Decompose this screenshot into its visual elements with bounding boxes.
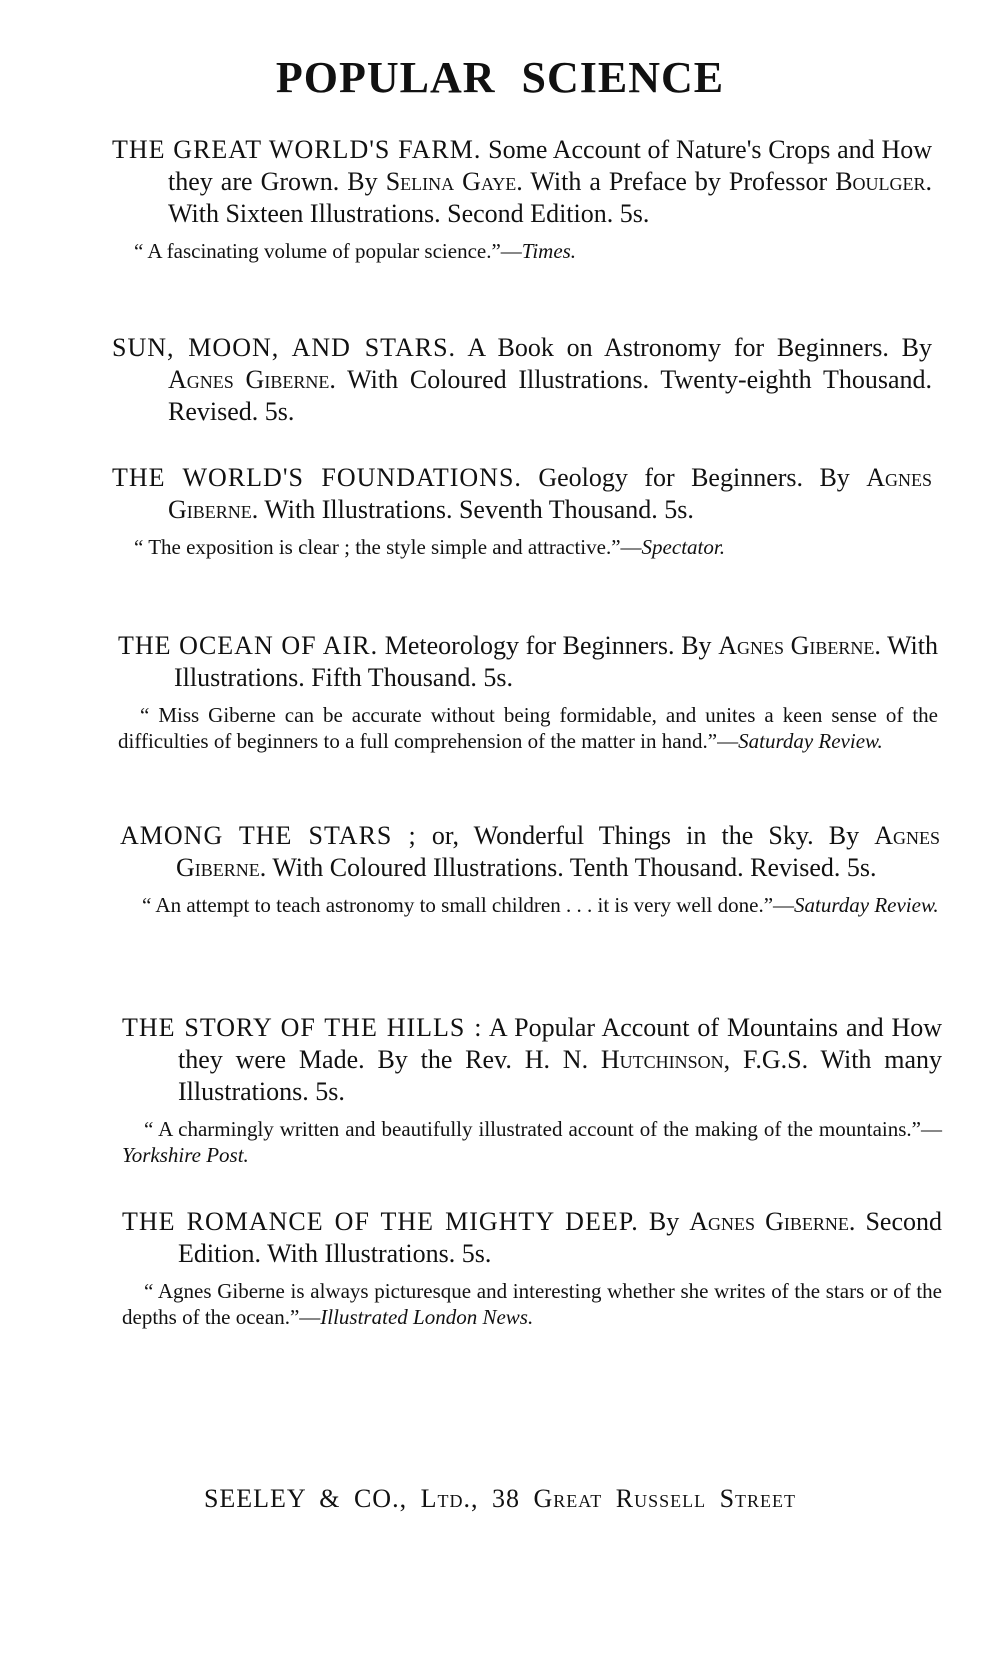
publisher-footer [0,1484,1000,1514]
description: With Illustrations. Seventh Thousand. 5s. [264,495,694,524]
author: Selina Gaye. [385,167,523,196]
review-quote [112,238,932,264]
book-entry [112,134,932,264]
author: Agnes Giberne. [168,463,933,524]
review-quote [122,1116,942,1168]
book-title: THE OCEAN OF AIR. [118,631,379,660]
description: F.G.S. With many Illustrations. 5s. [178,1045,943,1106]
quote-source: Spectator. [641,535,725,559]
description: With a Preface by Professor [530,167,828,196]
book-title: THE ROMANCE OF THE MIGHTY DEEP. [122,1207,639,1236]
description: By [648,1207,680,1236]
description: With Coloured Illustrations. Tenth Thousand. Revised. 5s. [272,853,877,882]
quote-text: “ An attempt to teach astronomy to small children . . . it is very well done.”— [142,893,795,917]
author: Agnes Giberne. [176,821,941,882]
review-quote [122,1278,942,1330]
quote-text: “ Agnes Giberne is always picturesque and interesting whether she writes of the stars or of the depths of the ocean.”— [122,1279,942,1329]
book-entry [122,1012,942,1168]
book-title: THE STORY OF THE HILLS : [122,1013,483,1042]
quote-source: Saturday Review. [794,893,939,917]
quote-source: Times. [521,239,577,263]
entry-text [120,820,940,884]
publisher-ltd: Ltd., [420,1484,479,1513]
description: A Book on Astronomy for Beginners. By [467,333,932,362]
author: Agnes Giberne. [689,1207,856,1236]
entry-text [122,1206,942,1270]
book-entry [118,630,938,754]
book-entry [122,1206,942,1330]
quote-text: “ A charmingly written and beautifully illustrated account of the making of the mountains.”— [144,1117,942,1141]
book-title: SUN, MOON, AND STARS. [112,333,457,362]
quote-text: “ Miss Giberne can be accurate without being formidable, and unites a keen sense of the difficulties of beginners to a full comprehension of the matter in hand.”— [118,703,938,753]
book-title: THE GREAT WORLD'S FARM. [112,135,482,164]
review-quote [118,702,938,754]
review-quote [120,892,940,918]
author: Agnes Giberne. [168,365,336,394]
book-entry [120,820,940,918]
review-quote [112,534,932,560]
description: Some Account of Nature's Crops and How they are Grown. By [168,135,933,196]
book-title: AMONG THE STARS ; [120,821,417,850]
quote-text: “ A fascinating volume of popular science.”— [134,239,522,263]
page-title: POPULAR SCIENCE [275,53,725,102]
description: Geology for Beginners. By [538,463,850,492]
description: With Illustrations. Fifth Thousand. 5s. [174,631,939,692]
author: Agnes Giberne. [718,631,881,660]
entry-text [112,134,932,230]
quote-source: Saturday Review. [738,729,883,753]
description: A Popular Account of Mountains and How they were Made. By the Rev. H. N. [178,1013,943,1074]
description: Second Edition. With Illustrations. 5s. [178,1207,943,1268]
description: With Coloured Illustrations. Twenty-eighth Thousand. Revised. 5s. [168,365,932,426]
quote-source: Yorkshire Post. [122,1143,249,1167]
publisher-name: SEELEY & CO., [203,1484,408,1513]
author: Boulger. [835,167,933,196]
book-title: THE WORLD'S FOUNDATIONS. [112,463,522,492]
entry-text [122,1012,942,1108]
entry-text [112,462,932,526]
author: Hutchinson, [600,1045,731,1074]
publisher-address: 38 Great Russell Street [491,1484,797,1513]
book-entry [112,462,932,560]
quote-source: Illustrated London News. [320,1305,534,1329]
entry-text [118,630,938,694]
book-entry [112,332,932,428]
description: Meteorology for Beginners. By [384,631,712,660]
description: With Sixteen Illustrations. Second Edition. 5s. [168,199,650,228]
description: or, Wonderful Things in the Sky. By [431,821,860,850]
entry-text [112,332,932,428]
quote-text: “ The exposition is clear ; the style simple and attractive.”— [134,535,642,559]
